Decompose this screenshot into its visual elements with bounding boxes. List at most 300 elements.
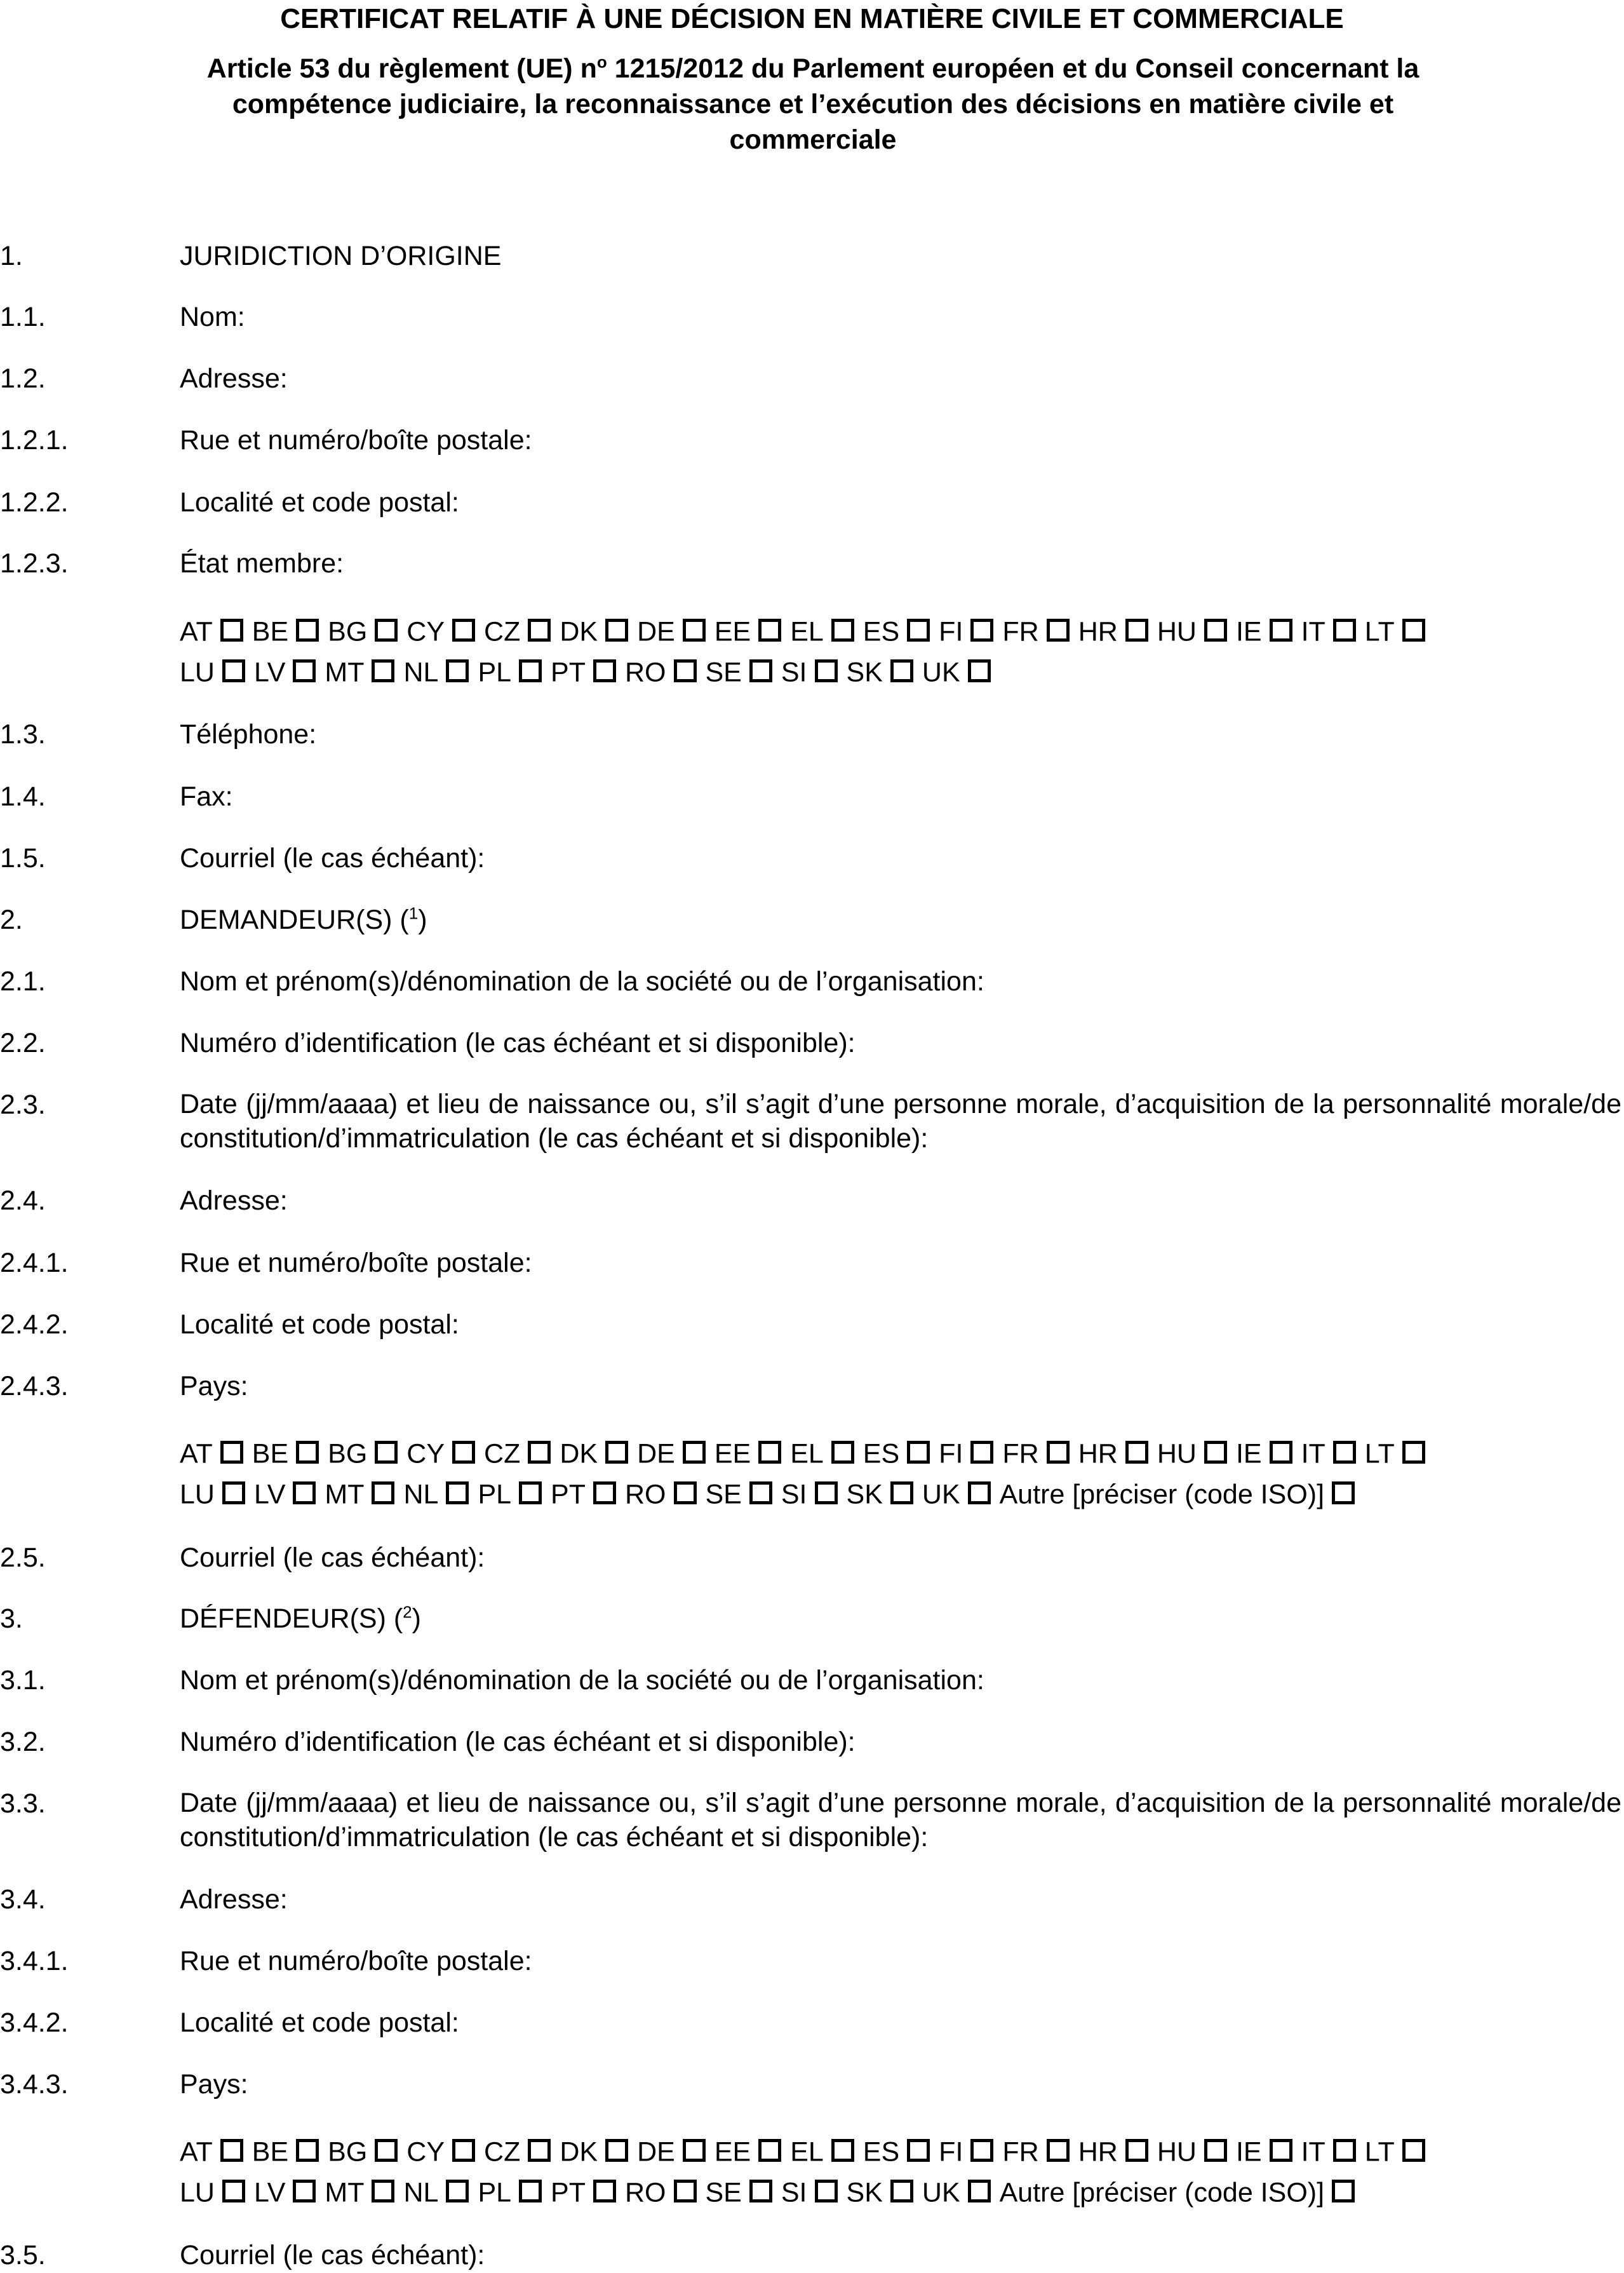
checkbox-fi[interactable] — [970, 2139, 993, 2162]
checkbox-label: EL — [790, 616, 824, 647]
field-label: Courriel (le cas échéant): — [180, 843, 485, 873]
member-state-option-be[interactable] — [252, 610, 319, 652]
checkbox-at[interactable] — [220, 619, 243, 642]
member-state-option-at[interactable] — [180, 610, 243, 652]
checkbox-si[interactable] — [815, 1481, 838, 1504]
field-label: Adresse: — [180, 363, 288, 394]
country-defendant-option-other[interactable] — [1000, 2171, 1355, 2213]
checkbox-label: RO — [625, 657, 666, 688]
country-defendant-option-dk[interactable] — [560, 2130, 628, 2173]
checkbox-label: PL — [478, 1479, 512, 1510]
field-1-2-3-member-state — [0, 546, 1624, 581]
checkbox-dk[interactable] — [605, 2139, 628, 2162]
member-state-option-uk[interactable] — [922, 651, 991, 693]
checkbox-label: LU — [180, 657, 215, 688]
country-defendant-option-lt[interactable] — [1365, 2130, 1425, 2173]
country-defendant-option-ee[interactable] — [715, 2130, 781, 2173]
checkbox-at[interactable] — [220, 2139, 243, 2162]
checkbox-line — [180, 2171, 1624, 2211]
field-3-2-id-number — [0, 1724, 1624, 1760]
checkbox-hr[interactable] — [1125, 1441, 1148, 1464]
country-claimant-option-lv[interactable] — [254, 1473, 316, 1515]
country-defendant-option-pt[interactable] — [551, 2171, 616, 2213]
country-defendant-option-cz[interactable] — [484, 2130, 551, 2173]
checkbox-label: AT — [180, 2136, 213, 2168]
country-claimant-option-es[interactable] — [863, 1432, 930, 1474]
checkbox-fr[interactable] — [1047, 619, 1070, 642]
member-state-option-dk[interactable] — [560, 610, 628, 652]
checkbox-label: IE — [1235, 2136, 1262, 2168]
checkbox-label: DE — [637, 2136, 675, 2168]
checkbox-label: MT — [325, 1479, 365, 1510]
checkbox-pt[interactable] — [593, 1481, 616, 1504]
checkbox-label: CZ — [484, 2136, 521, 2168]
member-state-option-pl[interactable] — [478, 651, 542, 693]
country-defendant-option-uk[interactable] — [922, 2171, 991, 2213]
checkbox-hu[interactable] — [1204, 1441, 1227, 1464]
country-defendant-option-se[interactable] — [706, 2171, 772, 2213]
member-state-option-sk[interactable] — [847, 651, 913, 693]
checkbox-label: DE — [637, 1438, 675, 1469]
checkbox-label: LV — [253, 657, 286, 688]
field-label: Nom: — [180, 302, 245, 332]
checkbox-ee[interactable] — [758, 1441, 781, 1464]
checkbox-ie[interactable] — [1270, 2139, 1292, 2162]
checkbox-uk[interactable] — [968, 659, 991, 682]
checkbox-label: HU — [1157, 616, 1197, 647]
country-defendant-option-el[interactable] — [790, 2130, 854, 2173]
checkbox-nl[interactable] — [446, 2180, 469, 2202]
checkbox-line — [180, 651, 1624, 691]
checkbox-label: NL — [403, 2177, 439, 2208]
checkbox-el[interactable] — [831, 619, 854, 642]
checkbox-label: SE — [705, 1479, 742, 1510]
member-state-option-it[interactable] — [1301, 610, 1356, 652]
country-defendant-option-lu[interactable] — [180, 2171, 245, 2213]
checkbox-label: DE — [637, 616, 675, 647]
checkbox-label: MT — [325, 2177, 365, 2208]
checkbox-mt[interactable] — [372, 2180, 394, 2202]
checkbox-lv[interactable] — [293, 659, 316, 682]
checkbox-ro[interactable] — [674, 1481, 697, 1504]
checkbox-label: EE — [714, 616, 751, 647]
checkbox-mt[interactable] — [372, 659, 394, 682]
field-1-5-email — [0, 840, 1624, 876]
checkbox-label: FR — [1002, 616, 1039, 647]
checkbox-lu[interactable] — [222, 2180, 245, 2202]
checkbox-label: LT — [1364, 616, 1395, 647]
member-state-option-ro[interactable] — [625, 651, 697, 693]
checkbox-label: MT — [325, 657, 365, 688]
country-claimant-option-other[interactable] — [1000, 1473, 1355, 1515]
section-label — [180, 902, 427, 938]
checkbox-label: SE — [705, 2177, 742, 2208]
country-defendant-option-fr[interactable] — [1002, 2130, 1069, 2173]
checkbox-label: BG — [328, 1438, 368, 1469]
checkbox-se[interactable] — [749, 1481, 772, 1504]
country-claimant-option-de[interactable] — [637, 1432, 706, 1474]
checkbox-at[interactable] — [220, 1441, 243, 1464]
checkbox-el[interactable] — [831, 1441, 854, 1464]
country-claimant-option-lt[interactable] — [1365, 1432, 1425, 1474]
footnote-ref: 2 — [403, 1602, 412, 1622]
country-claimant-option-cz[interactable] — [484, 1432, 551, 1474]
country-claimant-option-nl[interactable] — [403, 1473, 469, 1515]
field-3-1-name — [0, 1663, 1624, 1698]
country-claimant-option-hu[interactable] — [1157, 1432, 1227, 1474]
member-state-option-fi[interactable] — [939, 610, 993, 652]
member-state-option-fr[interactable] — [1002, 610, 1069, 652]
country-claimant-option-pl[interactable] — [478, 1473, 542, 1515]
member-state-option-lt[interactable] — [1365, 610, 1425, 652]
country-claimant-option-sk[interactable] — [847, 1473, 913, 1515]
checkbox-ee[interactable] — [758, 619, 781, 642]
member-state-option-cz[interactable] — [484, 610, 551, 652]
field-label: État membre: — [180, 548, 344, 579]
checkbox-label: SK — [846, 1479, 883, 1510]
checkbox-bg[interactable] — [375, 619, 398, 642]
field-number: 1.2. — [0, 363, 46, 394]
member-state-option-mt[interactable] — [325, 651, 394, 693]
field-2-2-id-number — [0, 1025, 1624, 1061]
field-label: Courriel (le cas échéant): — [180, 2240, 485, 2270]
member-state-option-de[interactable] — [637, 610, 706, 652]
checkbox-lv[interactable] — [293, 2180, 316, 2202]
checkbox-label: RO — [625, 1479, 666, 1510]
country-claimant-option-ro[interactable] — [625, 1473, 697, 1515]
country-claimant-option-si[interactable] — [781, 1473, 838, 1515]
checkbox-ro[interactable] — [674, 2180, 697, 2202]
field-label: Nom et prénom(s)/dénomination de la société ou de l’organisation: — [180, 1665, 984, 1696]
checkbox-cy[interactable] — [452, 2139, 475, 2162]
country-defendant-option-fi[interactable] — [939, 2130, 993, 2173]
checkbox-label: AT — [180, 1438, 213, 1469]
checkbox-be[interactable] — [296, 2139, 319, 2162]
country-defendant-option-hr[interactable] — [1078, 2130, 1148, 2173]
member-state-option-lu[interactable] — [180, 651, 245, 693]
section-label-close: ) — [418, 905, 427, 935]
country-claimant-option-fr[interactable] — [1002, 1432, 1069, 1474]
country-claimant-option-lu[interactable] — [180, 1473, 245, 1515]
checkbox-sk[interactable] — [890, 1481, 913, 1504]
member-state-option-si[interactable] — [781, 651, 838, 693]
checkbox-label: IT — [1301, 616, 1325, 647]
field-number: 3.5. — [0, 2240, 46, 2270]
country-defendant-option-sk[interactable] — [847, 2171, 913, 2213]
checkbox-label: CY — [406, 1438, 445, 1469]
checkbox-cz[interactable] — [528, 2139, 551, 2162]
checkbox-cz[interactable] — [528, 1441, 551, 1464]
field-1-3-phone — [0, 717, 1624, 752]
checkbox-label: EL — [790, 1438, 824, 1469]
field-number: 3.3. — [0, 1788, 46, 1819]
field-label: Date (jj/mm/aaaa) et lieu de naissance ou, s’il s’agit d’une personne morale, d’acquisition de la personnalité morale/de constitution/d’immatriculation (le cas échéant et si disponible): — [180, 1788, 1621, 1852]
checkbox-de[interactable] — [683, 1441, 706, 1464]
checkbox-label: SE — [705, 657, 742, 688]
checkbox-label: LU — [180, 2177, 215, 2208]
member-state-option-nl[interactable] — [403, 651, 469, 693]
country-claimant-option-it[interactable] — [1301, 1432, 1356, 1474]
checkbox-lt[interactable] — [1402, 2139, 1425, 2162]
checkbox-pt[interactable] — [593, 659, 616, 682]
field-number: 2.4. — [0, 1185, 46, 1216]
member-state-option-ie[interactable] — [1236, 610, 1292, 652]
checkbox-label: PL — [478, 657, 512, 688]
checkbox-lt[interactable] — [1402, 619, 1425, 642]
country-defendant-option-ie[interactable] — [1236, 2130, 1292, 2173]
country-claimant-option-se[interactable] — [706, 1473, 772, 1515]
checkbox-hu[interactable] — [1204, 619, 1227, 642]
checkbox-nl[interactable] — [446, 659, 469, 682]
member-state-option-se[interactable] — [706, 651, 772, 693]
country-defendant-option-ro[interactable] — [625, 2171, 697, 2213]
checkbox-line — [180, 1473, 1624, 1513]
country-defendant-option-hu[interactable] — [1157, 2130, 1227, 2173]
checkbox-line — [180, 1432, 1624, 1473]
member-state-option-pt[interactable] — [551, 651, 616, 693]
checkbox-uk[interactable] — [968, 2180, 991, 2202]
subtitle-superscript: o — [596, 52, 607, 72]
checkbox-pl[interactable] — [519, 659, 542, 682]
field-label: Pays: — [180, 1371, 248, 1401]
country-defendant-option-be[interactable] — [252, 2130, 319, 2173]
checkbox-label: CY — [406, 2136, 445, 2168]
checkbox-it[interactable] — [1333, 2139, 1356, 2162]
member-state-option-hr[interactable] — [1078, 610, 1148, 652]
checkbox-label: NL — [403, 1479, 439, 1510]
country-claimant-option-ie[interactable] — [1236, 1432, 1292, 1474]
checkbox-sk[interactable] — [890, 659, 913, 682]
checkbox-bg[interactable] — [375, 1441, 398, 1464]
checkbox-uk[interactable] — [968, 1481, 991, 1504]
country-claimant-option-pt[interactable] — [551, 1473, 616, 1515]
checkbox-mt[interactable] — [372, 1481, 394, 1504]
checkbox-label: LV — [253, 2177, 286, 2208]
checkbox-label: ES — [862, 1438, 900, 1469]
checkbox-cy[interactable] — [452, 1441, 475, 1464]
member-state-option-hu[interactable] — [1157, 610, 1227, 652]
section-label-text: DÉFENDEUR(S) ( — [180, 1603, 403, 1634]
checkbox-ee[interactable] — [758, 2139, 781, 2162]
checkbox-label: SI — [781, 1479, 807, 1510]
field-number: 1.5. — [0, 843, 46, 873]
checkbox-label: LU — [180, 1479, 215, 1510]
field-number: 3.1. — [0, 1665, 46, 1696]
checkbox-es[interactable] — [907, 1441, 930, 1464]
field-1-2-address — [0, 361, 1624, 396]
field-number: 1.2.1. — [0, 425, 69, 455]
field-label: Fax: — [180, 781, 233, 812]
checkbox-label: LT — [1364, 1438, 1395, 1469]
country-claimant-option-cy[interactable] — [406, 1432, 475, 1474]
checkbox-ro[interactable] — [674, 659, 697, 682]
checkbox-se[interactable] — [749, 659, 772, 682]
checkbox-se[interactable] — [749, 2180, 772, 2202]
checkbox-label: HR — [1078, 1438, 1118, 1469]
field-number: 3.4.1. — [0, 1946, 69, 1976]
checkbox-label: HR — [1078, 616, 1118, 647]
field-number: 3.4. — [0, 1884, 46, 1915]
checkbox-ie[interactable] — [1270, 619, 1292, 642]
checkbox-label: RO — [625, 2177, 666, 2208]
field-label: Nom et prénom(s)/dénomination de la société ou de l’organisation: — [180, 966, 984, 997]
section-number: 2. — [0, 905, 23, 935]
section-label — [180, 1601, 421, 1636]
member-state-option-cy[interactable] — [406, 610, 475, 652]
field-number: 1.2.3. — [0, 548, 69, 579]
field-label: Téléphone: — [180, 719, 317, 750]
checkbox-label: BG — [328, 2136, 368, 2168]
checkbox-fr[interactable] — [1047, 1441, 1070, 1464]
field-2-1-name — [0, 964, 1624, 999]
section-number: 3. — [0, 1603, 23, 1634]
checkbox-label: UK — [922, 657, 960, 688]
field-label: Numéro d’identification (le cas échéant et si disponible): — [180, 1727, 856, 1757]
checkbox-pl[interactable] — [519, 1481, 542, 1504]
country-defendant-option-de[interactable] — [637, 2130, 706, 2173]
checkbox-label: ES — [862, 616, 900, 647]
checkbox-it[interactable] — [1333, 619, 1356, 642]
checkbox-es[interactable] — [907, 2139, 930, 2162]
country-claimant-option-ee[interactable] — [715, 1432, 781, 1474]
checkbox-label: NL — [403, 657, 439, 688]
checkbox-si[interactable] — [815, 659, 838, 682]
country-defendant-option-it[interactable] — [1301, 2130, 1356, 2173]
field-label: Localité et code postal: — [180, 1309, 459, 1340]
document-subtitle — [146, 51, 1480, 158]
country-defendant-option-bg[interactable] — [328, 2130, 398, 2173]
field-label: Rue et numéro/boîte postale: — [180, 1248, 532, 1278]
field-3-5-email — [0, 2237, 1624, 2273]
field-2-5-email — [0, 1540, 1624, 1575]
checkbox-other[interactable] — [1332, 1481, 1355, 1504]
checkbox-hu[interactable] — [1204, 2139, 1227, 2162]
checkbox-label: DK — [560, 1438, 598, 1469]
checkbox-dk[interactable] — [605, 619, 628, 642]
member-state-option-ee[interactable] — [715, 610, 781, 652]
country-claimant-option-dk[interactable] — [560, 1432, 628, 1474]
checkbox-fr[interactable] — [1047, 2139, 1070, 2162]
checkbox-fi[interactable] — [970, 619, 993, 642]
country-defendant-option-cy[interactable] — [406, 2130, 475, 2173]
checkbox-es[interactable] — [907, 619, 930, 642]
checkbox-label: Autre [préciser (code ISO)] — [999, 1479, 1325, 1510]
checkbox-hr[interactable] — [1125, 2139, 1148, 2162]
checkbox-label: SK — [846, 657, 883, 688]
member-state-option-bg[interactable] — [328, 610, 398, 652]
section-label-text: DEMANDEUR(S) ( — [180, 905, 409, 935]
checkbox-line — [180, 610, 1624, 651]
checkbox-label: IT — [1301, 1438, 1325, 1469]
field-number: 2.4.1. — [0, 1248, 69, 1278]
checkbox-nl[interactable] — [446, 1481, 469, 1504]
country-claimant-option-at[interactable] — [180, 1432, 243, 1474]
member-state-option-el[interactable] — [790, 610, 854, 652]
checkbox-pt[interactable] — [593, 2180, 616, 2202]
country-defendant-option-lv[interactable] — [254, 2171, 316, 2213]
checkbox-label: LT — [1364, 2136, 1395, 2168]
checkbox-cz[interactable] — [528, 619, 551, 642]
checkbox-lu[interactable] — [222, 1481, 245, 1504]
country-defendant-option-at[interactable] — [180, 2130, 243, 2173]
checkbox-label: CY — [406, 616, 445, 647]
checkbox-lu[interactable] — [222, 659, 245, 682]
member-state-checkboxes-1 — [180, 610, 1624, 691]
field-label: Date (jj/mm/aaaa) et lieu de naissance ou, s’il s’agit d’une personne morale, d’acquisition de la personnalité morale/de constitution/d’immatriculation (le cas échéant et si disponible): — [180, 1089, 1621, 1154]
checkbox-hr[interactable] — [1125, 619, 1148, 642]
country-claimant-option-bg[interactable] — [328, 1432, 398, 1474]
country-checkboxes-2 — [180, 1432, 1624, 1513]
field-number: 1.3. — [0, 719, 46, 750]
checkbox-lt[interactable] — [1402, 1441, 1425, 1464]
field-3-4-address — [0, 1882, 1624, 1917]
checkbox-bg[interactable] — [375, 2139, 398, 2162]
field-1-1-name — [0, 299, 1624, 335]
country-claimant-option-be[interactable] — [252, 1432, 319, 1474]
field-number: 2.5. — [0, 1542, 46, 1573]
field-number: 1.4. — [0, 781, 46, 812]
checkbox-label: UK — [922, 1479, 960, 1510]
field-number: 2.1. — [0, 966, 46, 997]
member-state-option-lv[interactable] — [254, 651, 316, 693]
country-claimant-option-fi[interactable] — [939, 1432, 993, 1474]
checkbox-si[interactable] — [815, 2180, 838, 2202]
checkbox-ie[interactable] — [1270, 1441, 1292, 1464]
field-label: Localité et code postal: — [180, 2007, 459, 2038]
checkbox-other[interactable] — [1332, 2180, 1355, 2202]
checkbox-it[interactable] — [1333, 1441, 1356, 1464]
checkbox-de[interactable] — [683, 2139, 706, 2162]
field-number: 2.4.2. — [0, 1309, 69, 1340]
checkbox-lv[interactable] — [293, 1481, 316, 1504]
checkbox-sk[interactable] — [890, 2180, 913, 2202]
checkbox-pl[interactable] — [519, 2180, 542, 2202]
country-claimant-option-el[interactable] — [790, 1432, 854, 1474]
checkbox-label: UK — [922, 2177, 960, 2208]
checkbox-label: IT — [1301, 2136, 1325, 2168]
country-checkboxes-3 — [180, 2130, 1624, 2211]
country-defendant-option-pl[interactable] — [478, 2171, 542, 2213]
country-defendant-option-mt[interactable] — [325, 2171, 394, 2213]
checkbox-cy[interactable] — [452, 619, 475, 642]
country-defendant-option-nl[interactable] — [403, 2171, 469, 2213]
checkbox-el[interactable] — [831, 2139, 854, 2162]
field-label: Rue et numéro/boîte postale: — [180, 1946, 532, 1976]
checkbox-label: CZ — [484, 1438, 521, 1469]
checkbox-de[interactable] — [683, 619, 706, 642]
checkbox-label: IE — [1235, 1438, 1262, 1469]
country-claimant-option-hr[interactable] — [1078, 1432, 1148, 1474]
section-number: 1. — [0, 241, 23, 271]
checkbox-be[interactable] — [296, 1441, 319, 1464]
checkbox-label: DK — [560, 2136, 598, 2168]
field-3-4-2-locality — [0, 2005, 1624, 2040]
country-claimant-option-uk[interactable] — [922, 1473, 991, 1515]
checkbox-be[interactable] — [296, 619, 319, 642]
checkbox-label: EE — [714, 1438, 751, 1469]
country-defendant-option-si[interactable] — [781, 2171, 838, 2213]
checkbox-label: AT — [180, 616, 213, 647]
member-state-option-es[interactable] — [863, 610, 930, 652]
checkbox-dk[interactable] — [605, 1441, 628, 1464]
field-number: 1.2.2. — [0, 487, 69, 518]
checkbox-fi[interactable] — [970, 1441, 993, 1464]
checkbox-label: FI — [939, 2136, 963, 2168]
country-claimant-option-mt[interactable] — [325, 1473, 394, 1515]
field-2-4-address — [0, 1183, 1624, 1218]
country-defendant-option-es[interactable] — [863, 2130, 930, 2173]
field-label: Numéro d’identification (le cas échéant et si disponible): — [180, 1028, 856, 1058]
